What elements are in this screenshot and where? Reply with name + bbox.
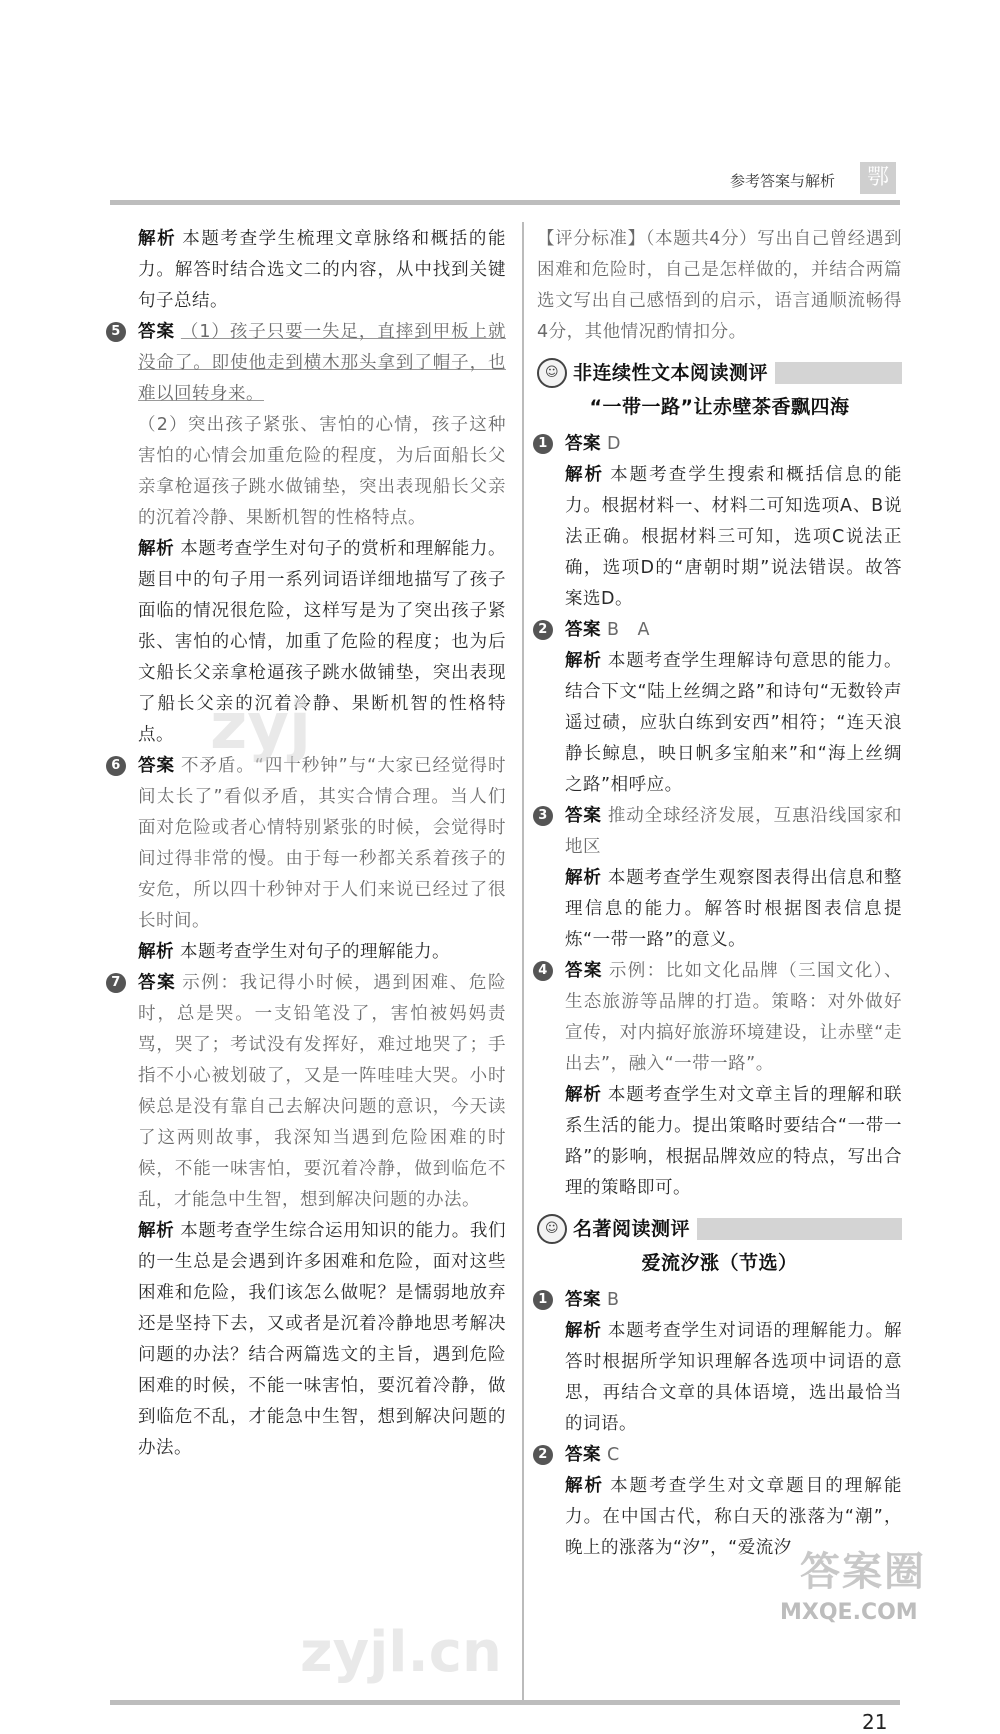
analysis-text: 本题考查学生对句子的赏析和理解能力。题目中的句子用一系列词语详细地描写了孩子面临的情况很危险，这样写是为了突出孩子紧张、害怕的心情，加重了危险的程度；也为后文船长父亲拿枪逼孩子跳水做铺垫，突出表现了船长父亲的沉着冷静、果断机智的性格特点。 [138,539,507,745]
header-badge: 鄂 [860,162,896,194]
header-title: 参考答案与解析 [730,172,836,190]
question-number-badge: 7 [106,973,126,993]
analysis-text: 本题考查学生综合运用知识的能力。我们的一生总是会遇到许多困难和危险，面对这些困难和危险，我们该怎么做呢？是懦弱地放弃还是坚持下去，又或者是沉着冷静地思考解决问题的办法？结合两篇选文的主旨，遇到危险困难的时候，不能一味害怕，要沉着冷静，做到临危不乱，才能急中生智，想到解决问题的办法。 [138,1221,507,1458]
corner-watermark-url: MXQE.COM [780,1600,918,1625]
analysis-label: 解析 [138,942,174,962]
question-number-badge: 2 [533,620,553,640]
analysis-label: 解析 [138,229,177,249]
answer-label: 答案 [565,434,601,454]
question-number-badge: 1 [533,434,553,454]
left-column [110,224,506,1464]
question-number-badge: 6 [106,756,126,776]
section-subtitle: “一带一路”让赤壁茶香飘四海 [589,396,850,418]
answer-text: （2）突出孩子紧张、害怕的心情，孩子这种害怕的心情会加重危险的程度，为后面船长父亲拿枪逼孩子跳水做铺垫，突出表现船长父亲的沉着冷静、果断机智的性格特点。 [138,415,506,528]
analysis-text: 本题考查学生搜索和概括信息的能力。根据材料一、材料二可知选项A、B说法正确。根据材料三可知，选项C说法正确，选项D的“唐朝时期”说法错误。故答案选D。 [565,465,902,609]
analysis-text: 本题考查学生对句子的理解能力。 [180,942,450,962]
question-number-badge: 2 [533,1445,553,1465]
column-divider [522,222,524,1700]
analysis-text: 本题考查学生对词语的理解能力。解答时根据所学知识理解各选项中词语的意思，再结合文章的具体语境，选出最恰当的词语。 [565,1321,903,1434]
section-bar-fill [775,362,902,384]
answer-text: B A [607,620,650,640]
question-number-badge: 3 [533,806,553,826]
answer-text: （1）孩子只要一失足，直摔到甲板上就没命了。即使他走到横木那头拿到了帽子，也难以回转身来。 [138,322,507,404]
answer-label: 答案 [138,756,175,776]
analysis-label: 解析 [565,1476,605,1496]
corner-watermark-logo: 答案圈 [800,1549,926,1595]
answer-text: 示例：比如文化品牌（三国文化）、生态旅游等品牌的打造。策略：对外做好宣传，对内搞好旅游环境建设，让赤壁“走出去”，融入“一带一路”。 [565,961,903,1074]
answer-text: 不矛盾。“四十秒钟”与“大家已经觉得时间太长了”看似矛盾，其实合情合理。当人们面对危险或者心情特别紧张的时候，会觉得时间过得非常的慢。由于每一秒都关系着孩子的安危，所以四十秒钟对于人们来说已经过了很长时间。 [138,756,507,931]
analysis-label: 解析 [565,1085,602,1105]
section-title: 名著阅读测评 [573,1218,691,1240]
question-number-badge: 5 [106,322,126,342]
analysis-text: 本题考查学生对文章题目的理解能力。在中国古代，称白天的涨落为“潮”，晚上的涨落为“汐”，“爱流汐 [565,1476,902,1558]
analysis-text: 本题考查学生观察图表得出信息和整理信息的能力。解答时根据图表信息提炼“一带一路”的意义。 [565,868,903,950]
reader-face-icon: ☺ [537,358,567,388]
answer-text: 推动全球经济发展，互惠沿线国家和地区 [565,806,903,857]
s1-question-2 [537,615,902,801]
answer-label: 答案 [565,620,601,640]
question-5 [110,317,506,751]
section-bar-fill [697,1218,902,1240]
intro-analysis [110,224,506,317]
answer-text: C [607,1445,620,1465]
analysis-label: 解析 [565,868,602,888]
scoring-criteria: 【评分标准】（本题共4分）写出自己曾经遇到困难和危险时，自己是怎样做的，并结合两篇选文写出自己感悟到的启示，语言通顺流畅得4分，其他情况酌情扣分。 [537,229,902,342]
analysis-label: 解析 [565,1321,602,1341]
answer-label: 答案 [138,973,177,993]
analysis-label: 解析 [138,539,175,559]
analysis-label: 解析 [138,1221,175,1241]
answer-text: B [607,1290,620,1310]
answer-label: 答案 [565,961,603,981]
analysis-text: 本题考查学生梳理文章脉络和概括的能力。解答时结合选文二的内容，从中找到关键句子总结。 [138,229,507,311]
page-number: 21 [862,1710,888,1734]
answer-label: 答案 [565,1290,601,1310]
question-number-badge: 1 [533,1290,553,1310]
answer-text: D [607,434,621,454]
section-title: 非连续性文本阅读测评 [573,362,769,384]
watermark-mid: zyj [210,690,311,764]
section-header [537,1214,902,1244]
question-7 [110,968,506,1464]
analysis-text: 本题考查学生对文章主旨的理解和联系生活的能力。提出策略时要结合“一带一路”的影响，根据品牌效应的特点，写出合理的策略即可。 [565,1085,903,1198]
question-6 [110,751,506,968]
answer-label: 答案 [565,1445,601,1465]
s1-question-1 [537,429,902,615]
analysis-label: 解析 [565,465,605,485]
s2-question-1 [537,1285,902,1440]
answer-label: 答案 [565,806,602,826]
reader-face-icon: ☺ [537,1214,567,1244]
right-column [537,224,902,1564]
watermark-bottom: zyjl.cn [300,1620,502,1685]
answer-text: 示例：我记得小时候，遇到困难、危险时，总是哭。一支铅笔没了，害怕被妈妈责骂，哭了；考试没有发挥好，难过地哭了；手指不小心被划破了，又是一阵哇哇大哭。小时候总是没有靠自己去解决问题的意识，今天读了这两则故事，我深知当遇到危险困难的时候，不能一味害怕，要沉着冷静，做到临危不乱，才能急中生智，想到解决问题的办法。 [138,973,507,1210]
section-subtitle: 爱流汐涨（节选） [641,1252,798,1274]
s1-question-4 [537,956,902,1204]
answer-label: 答案 [138,322,175,342]
analysis-label: 解析 [565,651,602,671]
section-header [537,358,902,388]
question-number-badge: 4 [533,961,553,981]
footer-rule [110,1700,900,1705]
header-rule [110,200,900,205]
analysis-text: 本题考查学生理解诗句意思的能力。结合下文“陆上丝绸之路”和诗句“无数铃声遥过碛，应驮白练到安西”相符；“连天浪静长鲸息，映日帆多宝舶来”和“海上丝绸之路”相呼应。 [565,651,903,795]
s1-question-3 [537,801,902,956]
